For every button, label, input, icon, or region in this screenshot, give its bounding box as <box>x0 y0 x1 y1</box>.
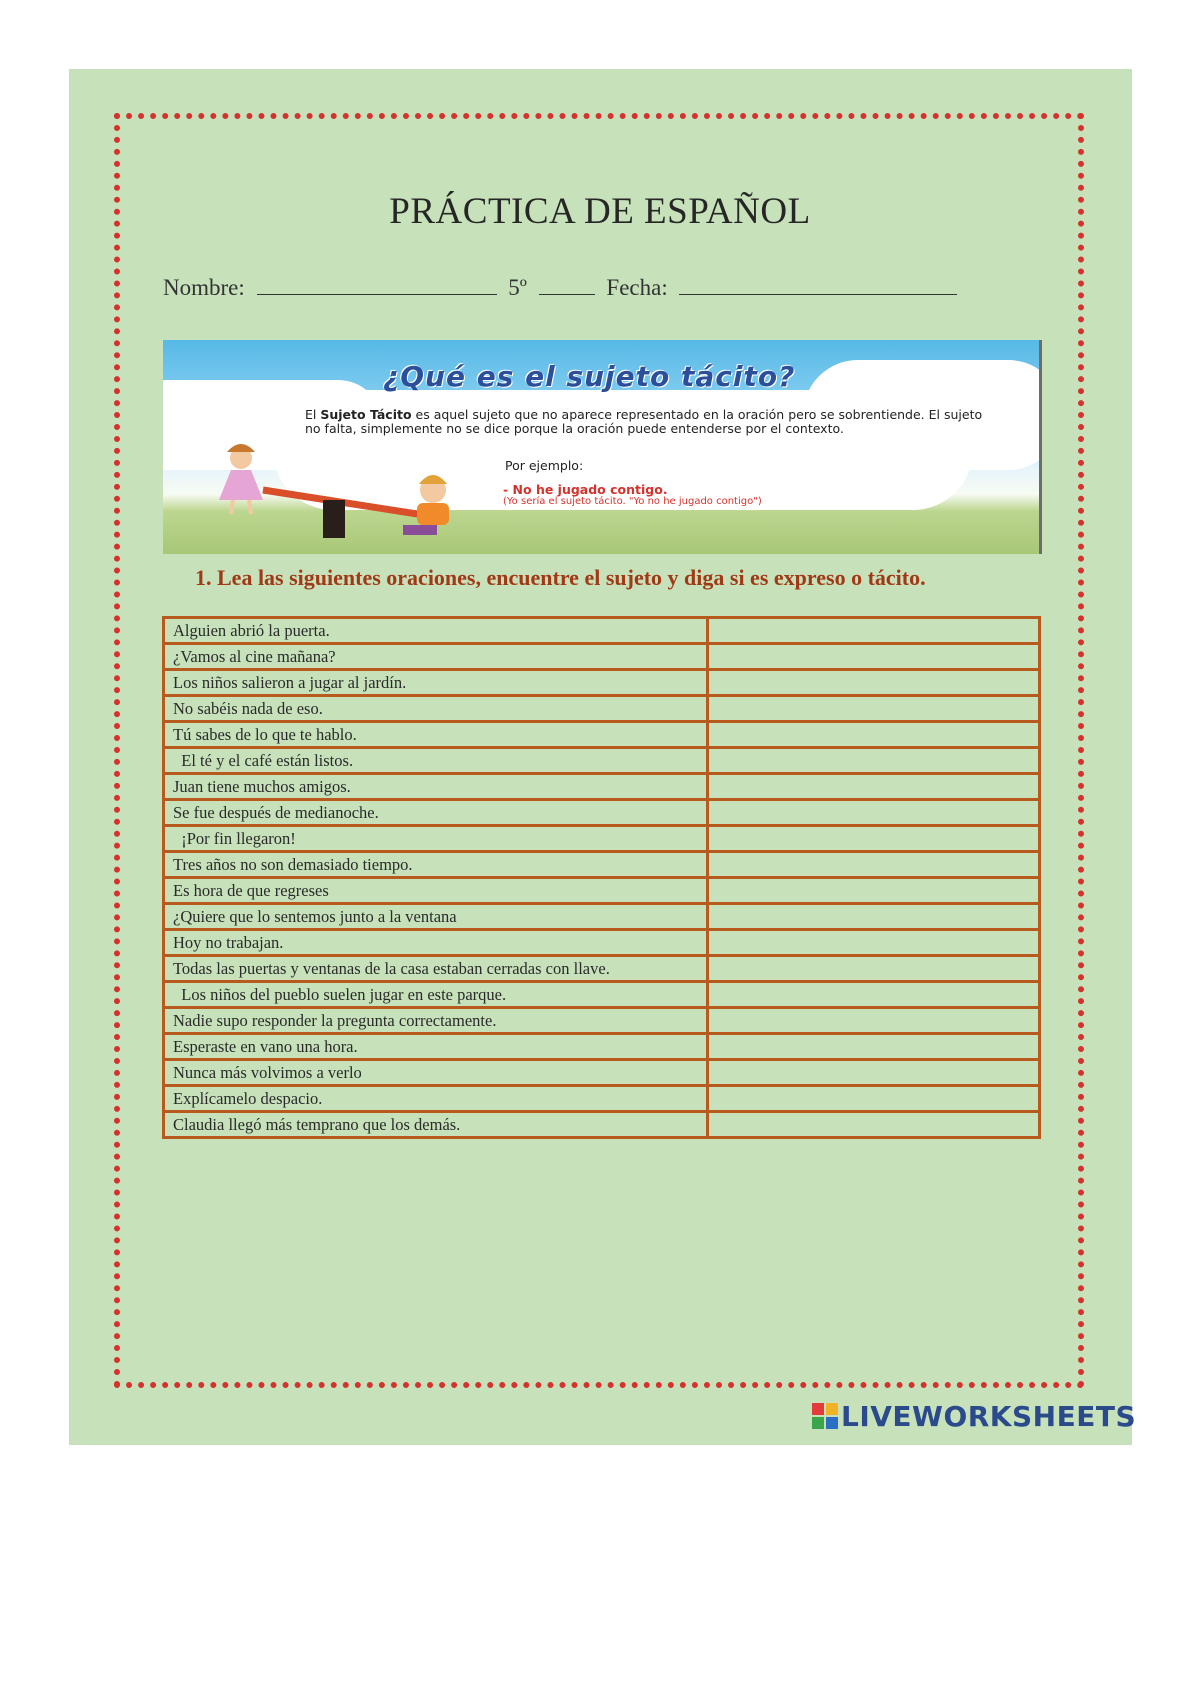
answer-cell[interactable] <box>708 644 1040 670</box>
girl-figure <box>219 444 263 514</box>
example-sentence: - No he jugado contigo. <box>503 482 668 497</box>
student-info-line <box>163 275 963 301</box>
sentence-cell: Esperaste en vano una hora. <box>164 1034 708 1060</box>
sujeto-tacito-banner <box>163 340 1042 554</box>
answer-cell[interactable] <box>708 1060 1040 1086</box>
table-row <box>164 618 1040 644</box>
boy-figure <box>403 475 449 535</box>
exercise-table <box>162 616 1041 1139</box>
answer-cell[interactable] <box>708 982 1040 1008</box>
answer-cell[interactable] <box>708 1034 1040 1060</box>
table-row <box>164 904 1040 930</box>
sentence-cell: ¡Por fin llegaron! <box>164 826 708 852</box>
nombre-label: Nombre: <box>163 275 245 300</box>
sentence-cell: ¿Vamos al cine mañana? <box>164 644 708 670</box>
nombre-field[interactable] <box>257 276 497 295</box>
banner-title: ¿Qué es el sujeto tácito? <box>383 360 796 393</box>
example-note: (Yo sería el sujeto tácito. "Yo no he jugado contigo") <box>503 496 762 507</box>
answer-cell[interactable] <box>708 670 1040 696</box>
table-row <box>164 1060 1040 1086</box>
banner-definition: El Sujeto Tácito es aquel sujeto que no aparece representado en la oración pero se sobrentiende. El sujeto no falta, simplemente no se dice porque la oración puede entenderse por el contexto. <box>305 407 983 436</box>
sentence-cell: Nunca más volvimos a verlo <box>164 1060 708 1086</box>
table-row <box>164 670 1040 696</box>
sentence-cell: Es hora de que regreses <box>164 878 708 904</box>
table-row <box>164 1086 1040 1112</box>
sentence-cell: El té y el café están listos. <box>164 748 708 774</box>
exercise-instruction: 1. Lea las siguientes oraciones, encuentre el sujeto y diga si es expreso o tácito. <box>195 565 926 590</box>
seesaw-illustration <box>163 340 463 554</box>
table-row <box>164 878 1040 904</box>
sentence-cell: Se fue después de medianoche. <box>164 800 708 826</box>
sentence-cell: Alguien abrió la puerta. <box>164 618 708 644</box>
answer-cell[interactable] <box>708 904 1040 930</box>
logo-text: LIVEWORKSHEETS <box>841 1400 1137 1433</box>
sentence-cell: Hoy no trabajan. <box>164 930 708 956</box>
sentence-cell: Tú sabes de lo que te hablo. <box>164 722 708 748</box>
liveworksheets-logo <box>812 1400 1136 1433</box>
sentence-cell: Todas las puertas y ventanas de la casa estaban cerradas con llave. <box>164 956 708 982</box>
answer-cell[interactable] <box>708 930 1040 956</box>
table-row <box>164 696 1040 722</box>
answer-cell[interactable] <box>708 956 1040 982</box>
liveworksheets-logo-icon <box>812 1403 838 1429</box>
answer-cell[interactable] <box>708 1008 1040 1034</box>
answer-cell[interactable] <box>708 774 1040 800</box>
sentence-cell: Explícamelo despacio. <box>164 1086 708 1112</box>
table-row <box>164 644 1040 670</box>
table-row <box>164 982 1040 1008</box>
table-row <box>164 1034 1040 1060</box>
sentence-cell: Los niños salieron a jugar al jardín. <box>164 670 708 696</box>
answer-cell[interactable] <box>708 800 1040 826</box>
fecha-field[interactable] <box>679 276 957 295</box>
table-row <box>164 930 1040 956</box>
answer-cell[interactable] <box>708 878 1040 904</box>
table-row <box>164 852 1040 878</box>
answer-cell[interactable] <box>708 1086 1040 1112</box>
table-row <box>164 1008 1040 1034</box>
sentence-cell: Nadie supo responder la pregunta correctamente. <box>164 1008 708 1034</box>
table-row <box>164 774 1040 800</box>
sentence-cell: No sabéis nada de eso. <box>164 696 708 722</box>
answer-cell[interactable] <box>708 826 1040 852</box>
table-row <box>164 1112 1040 1138</box>
answer-cell[interactable] <box>708 748 1040 774</box>
answer-cell[interactable] <box>708 852 1040 878</box>
grado-label: 5º <box>508 275 527 300</box>
answer-cell[interactable] <box>708 1112 1040 1138</box>
page-title: PRÁCTICA DE ESPAÑOL <box>389 191 811 232</box>
table-row <box>164 956 1040 982</box>
table-row <box>164 800 1040 826</box>
sentence-cell: Tres años no son demasiado tiempo. <box>164 852 708 878</box>
example-label: Por ejemplo: <box>505 458 584 473</box>
answer-cell[interactable] <box>708 722 1040 748</box>
table-row <box>164 748 1040 774</box>
sentence-cell: Los niños del pueblo suelen jugar en este parque. <box>164 982 708 1008</box>
answer-cell[interactable] <box>708 696 1040 722</box>
sentence-cell: Juan tiene muchos amigos. <box>164 774 708 800</box>
table-row <box>164 826 1040 852</box>
answer-cell[interactable] <box>708 618 1040 644</box>
table-row <box>164 722 1040 748</box>
fecha-label: Fecha: <box>606 275 668 300</box>
grado-field[interactable] <box>539 276 595 295</box>
sentence-cell: ¿Quiere que lo sentemos junto a la ventana <box>164 904 708 930</box>
sentence-cell: Claudia llegó más temprano que los demás. <box>164 1112 708 1138</box>
